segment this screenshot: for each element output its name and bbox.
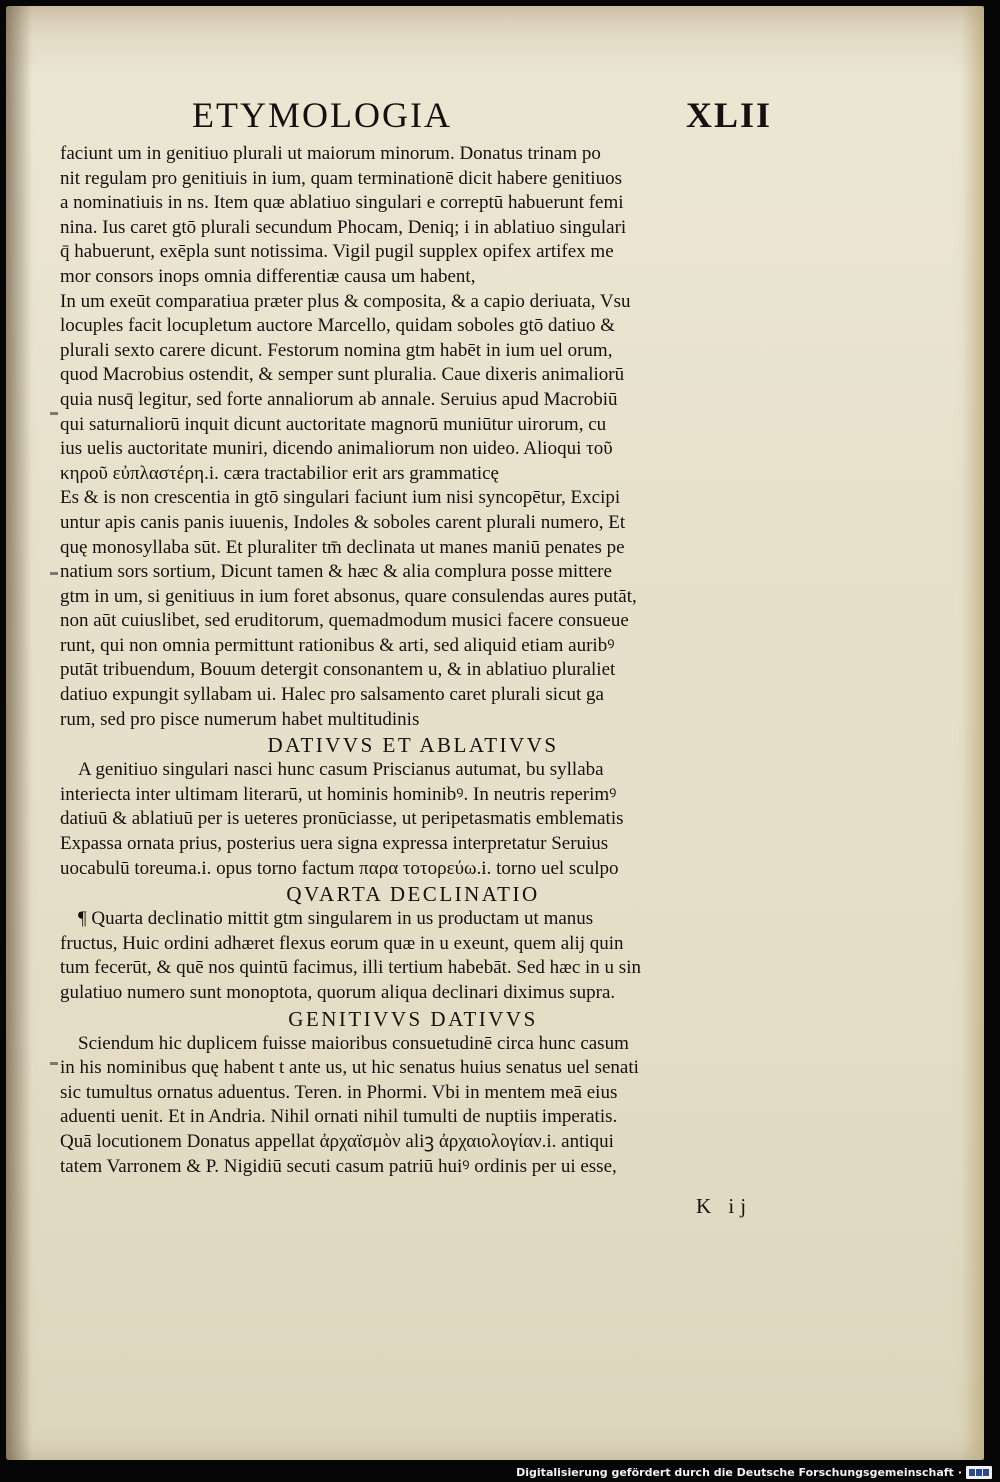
text-line: non aūt cuiuslibet, sed eruditorum, quemadmodum musici facere consueue	[60, 610, 629, 632]
footer-credit-text: Digitalisierung gefördert durch die Deutsche Forschungsgemeinschaft	[516, 1466, 954, 1479]
text-line: nina. Ius caret gtō plurali secundum Phocam, Deniq; i in ablatiuo singulari	[60, 216, 627, 238]
footer-credit	[516, 1466, 992, 1479]
text-line: gtm in um, si genitiuus in ium foret absonus, quare consulendas aures putāt,	[60, 585, 637, 607]
margin-mark	[50, 572, 58, 575]
text-line: datiuo expungit syllabam ui. Halec pro salsamento caret plurali sicut ga	[60, 684, 604, 706]
text-line: locuples facit locupletum auctore Marcello, quidam soboles gtō datiuo &	[60, 315, 616, 337]
text-line: aduenti uenit. Et in Andria. Nihil ornati nihil tumulti de nuptiis imperatis.	[60, 1106, 618, 1128]
text-line: in his nominibus quę habent t ante us, ut hic senatus huius senatus uel senati	[60, 1057, 639, 1079]
text-line: uocabulū toreuma.i. opus torno factum παρα τοτορεύω.i. torno uel sculpo	[60, 857, 619, 879]
section-heading-quarta: QVARTA DECLINATIO	[286, 882, 540, 907]
text-line: gulatiuo numero sunt monoptota, quorum aliqua declinari diximus supra.	[60, 982, 616, 1003]
running-header	[192, 94, 772, 138]
signature-mark: K ij	[696, 1194, 753, 1218]
scanned-page	[6, 6, 984, 1460]
text-line: tatem Varronem & P. Nigidiū secuti casum patriū huiꝰ ordinis per ui esse,	[60, 1155, 617, 1177]
text-line: untur apis canis panis iuuenis, Indoles & soboles carent plurali numero, Et	[60, 511, 626, 533]
margin-mark	[50, 1062, 58, 1065]
section-heading-genitivus: GENITIVVS DATIVVS	[288, 1006, 538, 1031]
margin-mark	[50, 412, 58, 415]
text-line: mor consors inops omnia differentiæ causa um habent,	[60, 265, 476, 287]
body-text	[60, 142, 766, 1179]
text-line: A genitiuo singulari nasci hunc casum Priscianus autumat, bu syllaba	[78, 759, 604, 781]
text-line: ¶ Quarta declinatio mittit gtm singularem in us productam ut manus	[78, 908, 594, 930]
text-line: runt, qui non omnia permittunt rationibus & arti, sed aliquid etiam auribꝰ	[60, 634, 615, 656]
footer-separator: ·	[957, 1466, 962, 1479]
text-line: putāt tribuendum, Bouum detergit consonantem u, & in ablatiuo pluraliet	[60, 659, 616, 681]
text-line: q̄ habuerunt, exēpla sunt notissima. Vigil pugil supplex opifex artifex me	[60, 241, 614, 263]
folio-number: XLII	[685, 95, 772, 135]
text-line: quia nusq̄ legitur, sed forte annaliorum ab annale. Seruius apud Macrobiū	[60, 388, 618, 410]
text-line: faciunt um in genitiuo plurali ut maiorum minorum. Donatus trinam po	[60, 143, 601, 164]
page-edge-shadow	[962, 6, 984, 1460]
text-line: qui saturnaliorū inquit dicunt auctoritate magnorū muniūtur uirorum, cu	[60, 413, 607, 435]
text-line: ius uelis auctoritate muniri, dicendo animaliorum non uideo. Alioqui τοῦ	[60, 438, 613, 460]
text-line: quod Macrobius ostendit, & semper sunt pluralia. Caue dixeris animaliorū	[60, 364, 625, 386]
text-line: a nominatiuis in ns. Item quæ ablatiuo singulari e correptū habuerunt femi	[60, 192, 624, 214]
text-line: sic tumultus ornatus aduentus. Teren. in Phormi. Vbi in mentem meā eius	[60, 1081, 618, 1103]
text-line: Es & is non crescentia in gtō singulari faciunt ium nisi syncopētur, Excipi	[60, 487, 621, 509]
text-line: rum, sed pro pisce numerum habet multitudinis	[60, 708, 420, 730]
text-line: κηροῦ εὐπλαστέρη.i. cæra tractabilior erit ars grammaticę	[60, 462, 499, 484]
header-title: ETYMOLOGIA	[192, 95, 452, 135]
text-line: Expassa ornata prius, posterius uera signa expressa interpretatur Seruius	[60, 833, 609, 855]
text-line: fructus, Huic ordini adhæret flexus eorum quæ in u exeunt, quem alij quin	[60, 932, 624, 954]
text-line: datiuū & ablatiuū per is ueteres pronūciasse, ut peripetasmatis emblematis	[60, 808, 624, 830]
text-line: nit regulam pro genitiuis in ium, quam terminationē dicit habere genitiuos	[60, 167, 622, 189]
text-line: interiecta inter ultimam literarū, ut hominis hominibꝰ. In neutris reperimꝰ	[60, 783, 617, 805]
text-line: quę monosyllaba sūt. Et pluraliter tm̄ declinata ut manes maniū penates pe	[60, 536, 625, 558]
text-line: Sciendum hic duplicem fuisse maioribus consuetudinē circa hunc casum	[78, 1032, 629, 1054]
text-line: natium sors sortium, Dicunt tamen & hæc & alia complura posse mittere	[60, 561, 612, 583]
text-line: In um exeūt comparatiua præter plus & composita, & a capio deriuata, Vsu	[60, 290, 631, 312]
footer-bar	[0, 1460, 1000, 1482]
text-line: Quā locutionem Donatus appellat ἀρχαϊσμὸν aliꝫ ἀρχαιολογίαν.i. antiqui	[60, 1130, 614, 1152]
dfg-logo-icon	[966, 1466, 992, 1479]
text-line: tum fecerūt, & quē nos quintū facimus, illi tertium habebāt. Sed hæc in u sin	[60, 957, 641, 979]
section-heading-dativus: DATIVVS ET ABLATIVVS	[267, 733, 559, 758]
text-line: plurali sexto carere dicunt. Festorum nomina gtm habēt in ium uel orum,	[60, 339, 613, 361]
